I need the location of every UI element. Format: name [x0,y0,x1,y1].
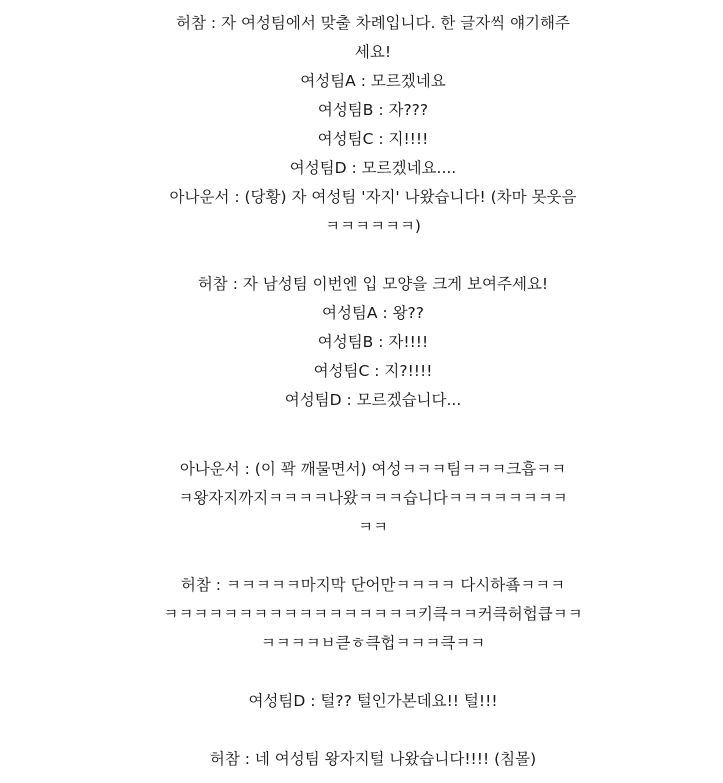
dialogue-section-4 [160,571,586,658]
dialogue-section-6 [160,745,586,774]
dialogue-section-2 [160,270,586,415]
dialogue-line: 아나운서 : (당황) 자 여성팀 '자지' 나왔습니다! (차마 못웃음 [169,188,577,206]
dialogue-line: ㅋㅋㅋㅋㅂ큳ㅎ큭헙ㅋㅋㅋ큭ㅋㅋ [260,634,486,652]
dialogue-line: 허참 : ㅋㅋㅋㅋㅋ마지막 단어만ㅋㅋㅋㅋ 다시하죸ㅋㅋㅋ [180,576,566,594]
dialogue-line: 허참 : 자 남성팀 이번엔 입 모양을 크게 보여주세요! [197,275,549,293]
dialogue-line: 여성팀D : 모르겠네요.... [289,159,457,177]
dialogue-line: ㅋㅋ [358,518,388,536]
dialogue-line: 아나운서 : (이 꽉 깨물면서) 여성ㅋㅋㅋ팀ㅋㅋㅋ크흡ㅋㅋ [179,460,567,478]
dialogue-line: 여성팀D : 털?? 털인가본데요!! 털!!! [248,692,498,710]
dialogue-line: 허참 : 네 여성팀 왕자지털 나왔습니다!!!! (침몰) [209,750,537,768]
dialogue-line: 여성팀C : 지!!!! [317,130,429,148]
spacer [160,542,586,571]
dialogue-line: 허참 : 자 여성팀에서 맞출 차례입니다. 한 글자씩 얘기해주 [176,14,570,32]
dialogue-line: 여성팀A : 왕?? [321,304,425,322]
dialogue-line: ㅋㅋㅋㅋㅋㅋ) [325,217,421,235]
spacer [160,658,586,687]
dialogue-line: 여성팀B : 자!!!! [317,333,429,351]
dialogue-line: 여성팀B : 자??? [317,101,429,119]
spacer [160,241,586,270]
dialogue-line: ㅋ왕자지까지ㅋㅋㅋㅋ나왔ㅋㅋㅋ습니다ㅋㅋㅋㅋㅋㅋㅋㅋ [178,489,568,507]
dialogue-section-1 [160,0,586,241]
dialogue-section-5 [160,687,586,716]
transcript [160,0,586,774]
dialogue-line: ㅋㅋㅋㅋㅋㅋㅋㅋㅋㅋㅋㅋㅋㅋㅋㅋㅋ키큭ㅋㅋ커큭허헙큽ㅋㅋ [163,605,583,623]
spacer [160,415,586,455]
spacer [160,716,586,745]
dialogue-line: 여성팀D : 모르겠습니다... [284,391,462,409]
dialogue-line: 여성팀C : 지?!!!! [313,362,433,380]
dialogue-line: 여성팀A : 모르겠네요 [300,72,446,90]
dialogue-line: 세요! [354,43,392,61]
dialogue-section-3 [160,455,586,542]
